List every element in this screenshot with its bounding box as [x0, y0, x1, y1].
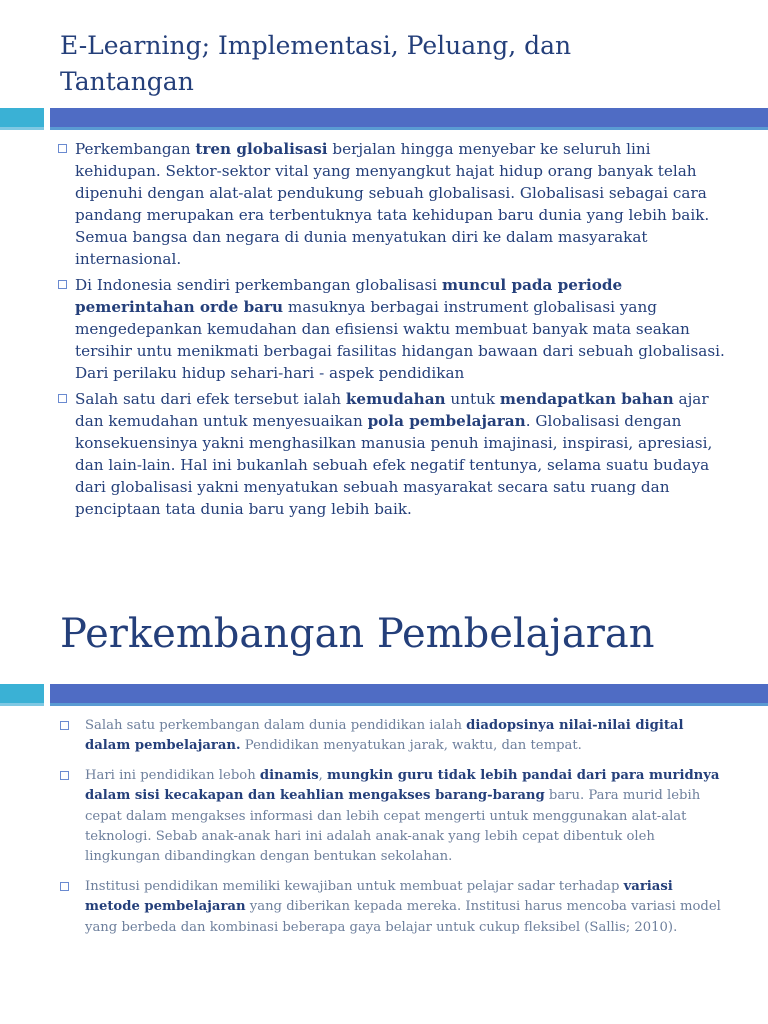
bullet-item	[60, 716, 730, 757]
hollow-square-bullet-icon	[58, 144, 67, 153]
bullet-text	[75, 390, 712, 518]
emphasized-text: muncul pada periode pemerintahan orde baru	[75, 276, 623, 316]
emphasized-text: diadopsinya nilai-nilai digital dalam pembelajaran.	[85, 718, 684, 754]
text-segment: Perkembangan	[75, 140, 196, 158]
emphasized-text: pola pembelajaran	[367, 412, 526, 430]
bullet-text	[85, 768, 719, 865]
hollow-square-bullet-icon	[60, 771, 69, 780]
text-segment: Pendidikan menyatukan jarak, waktu, dan tempat.	[240, 738, 582, 754]
slide-2	[0, 590, 768, 1024]
hollow-square-bullet-icon	[58, 394, 67, 403]
bullet-item	[58, 274, 738, 384]
bullet-text	[85, 718, 683, 753]
text-segment: Di Indonesia sendiri perkembangan globalisasi	[75, 276, 442, 294]
slide-2-title: Perkembangan Pembelajaran	[60, 611, 655, 657]
emphasized-text: mendapatkan bahan	[499, 390, 674, 408]
hollow-square-bullet-icon	[60, 882, 69, 891]
bullet-item	[60, 877, 730, 938]
emphasized-text: kemudahan	[345, 390, 446, 408]
text-segment: Hari ini pendidikan leboh	[85, 767, 260, 783]
bullet-text	[75, 276, 725, 382]
emphasized-text: mungkin guru tidak lebih pandai dari para muridnya dalam sisi kecakapan dan keahlian mengakses barang-barang	[85, 767, 720, 804]
text-segment: Salah satu dari efek tersebut ialah	[75, 390, 346, 408]
emphasized-text: variasi metode pembelajaran	[85, 878, 673, 915]
bullet-item	[58, 138, 738, 270]
title-divider-bar	[0, 108, 768, 127]
text-segment: berjalan hingga menyebar ke seluruh lini kehidupan. Sektor-sektor vital yang menyangkut hajat hidup orang banyak telah dipenuhi dengan alat-alat pendukung sebuah globalisasi. Globalisasi sebagai cara pandang merupakan era terbentuknya tata kehidupan baru dunia yang lebih baik. Semua bangsa dan negara di dunia menyatukan diri ke dalam masyarakat internasional.	[75, 140, 710, 268]
bullet-text	[85, 879, 721, 935]
hollow-square-bullet-icon	[58, 280, 67, 289]
bullet-item	[60, 766, 730, 868]
bullet-text	[75, 140, 709, 268]
text-segment: . Globalisasi dengan konsekuensinya yakni menghasilkan manusia penuh imajinasi, inspirasi, apresiasi, dan lain-lain. Hal ini bukanlah sebuah efek negatif tentunya, selama suatu budaya dari globalisasi yakni menyatukan sebuah masyarakat secara satu ruang dan penciptaan tata dunia baru yang lebih baik.	[75, 412, 713, 518]
slide-1-title: E-Learning; Implementasi, Peluang, dan Tantangan	[60, 31, 572, 96]
text-segment: ajar dan kemudahan untuk menyesuaikan	[75, 390, 709, 430]
text-segment: Institusi pendidikan memiliki kewajiban untuk membuat pelajar sadar terhadap	[85, 878, 624, 894]
text-segment: untuk	[445, 390, 500, 408]
text-segment: Salah satu perkembangan dalam dunia pendidikan ialah	[85, 718, 467, 733]
text-segment: ,	[318, 767, 328, 783]
bullet-item	[58, 388, 738, 520]
text-segment: masuknya berbagai instrument globalisasi yang mengedepankan kemudahan dan efisiensi waktu membuat banyak mata seakan tersihir untu menikmati berbagai fasilitas hidangan bawaan dari sebuah globalisasi. Dari perilaku hidup sehari-hari - aspek pendidikan	[75, 298, 725, 382]
emphasized-text: dinamis	[259, 767, 319, 783]
slide-2-bullet-list	[60, 716, 730, 947]
title-divider-bar	[0, 684, 768, 703]
hollow-square-bullet-icon	[60, 721, 69, 730]
emphasized-text: tren globalisasi	[195, 140, 328, 158]
slide-1-bullet-list	[58, 138, 738, 524]
text-segment: baru. Para murid lebih cepat dalam mengakses informasi dan lebih cepat mengerti untuk menggunakan alat-alat teknologi. Sebab anak-anak hari ini adalah anak-anak yang lebih cepat dibentuk oleh lingkungan dibandingkan dengan bentukan sekolahan.	[85, 788, 701, 865]
text-segment: yang diberikan kepada mereka. Institusi harus mencoba variasi model yang berbeda dan kombinasi beberapa gaya belajar untuk cukup fleksibel (Sallis; 2010).	[85, 899, 721, 935]
